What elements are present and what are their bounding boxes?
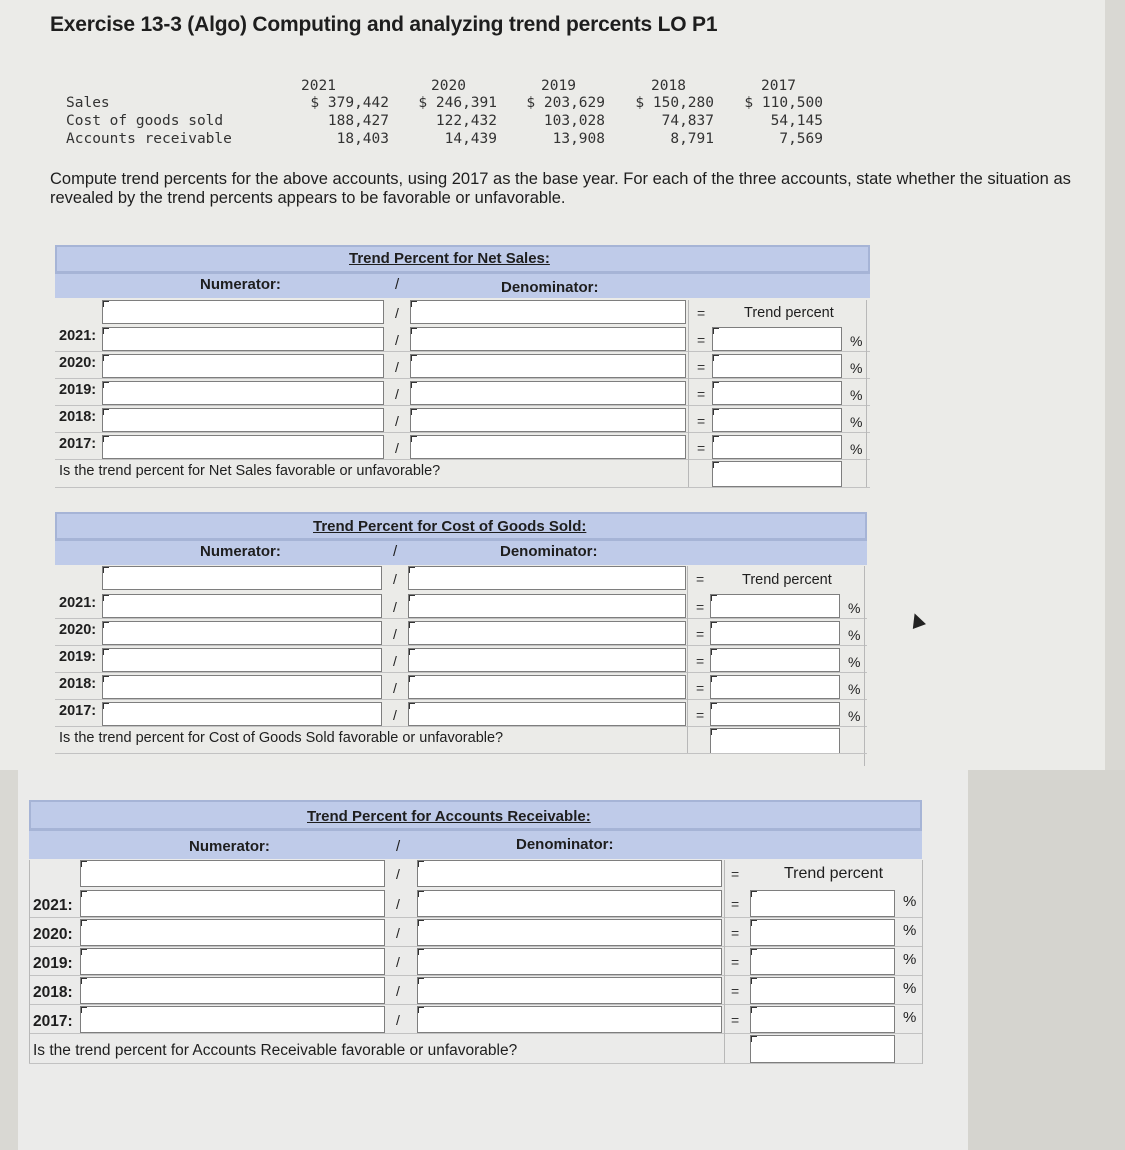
row-label: Cost of goods sold xyxy=(66,113,224,129)
slash-symbol: / xyxy=(396,925,400,941)
row-divider xyxy=(29,975,922,976)
row-divider xyxy=(55,405,870,406)
trend-percent-input-2020[interactable] xyxy=(750,919,895,946)
value-cell: $ 379,442 xyxy=(310,95,389,111)
row-divider xyxy=(55,672,867,673)
trend-percent-label: Trend percent xyxy=(744,305,834,321)
slash-symbol: / xyxy=(395,359,399,375)
equals-symbol: = xyxy=(731,896,740,912)
value-cell: 7,569 xyxy=(779,131,823,147)
denominator-label: Denominator: xyxy=(516,836,614,853)
slash-symbol: / xyxy=(396,866,400,882)
denominator-input-2021[interactable] xyxy=(417,890,722,917)
slash-symbol: / xyxy=(396,896,400,912)
trend-percent-input-2020[interactable] xyxy=(712,354,842,378)
row-divider xyxy=(55,618,867,619)
slash-symbol: / xyxy=(396,1012,400,1028)
slash-symbol: / xyxy=(396,983,400,999)
numerator-label: Numerator: xyxy=(200,276,281,293)
row-year-label: 2021: xyxy=(33,897,73,914)
value-cell: $ 203,629 xyxy=(526,95,605,111)
value-cell: 13,908 xyxy=(552,131,605,147)
row-divider xyxy=(29,1004,922,1005)
percent-symbol: % xyxy=(850,414,863,430)
equals-symbol: = xyxy=(696,653,705,669)
trend-percent-input-2021[interactable] xyxy=(712,327,842,351)
slash-symbol: / xyxy=(395,276,400,293)
equals-symbol: = xyxy=(696,571,705,587)
percent-symbol: % xyxy=(903,922,917,939)
row-year-label: 2018: xyxy=(59,676,97,692)
numerator-input[interactable] xyxy=(102,566,382,590)
denominator-input-2020[interactable] xyxy=(408,621,686,645)
section-subheader xyxy=(55,540,867,565)
percent-symbol: % xyxy=(850,360,863,376)
row-year-label: 2019: xyxy=(59,382,97,398)
denominator-input-2017[interactable] xyxy=(410,435,686,459)
numerator-input-2017[interactable] xyxy=(102,702,382,726)
value-cell: 18,403 xyxy=(336,131,389,147)
row-year-label: 2020: xyxy=(59,622,97,638)
equals-symbol: = xyxy=(696,626,705,642)
row-year-label: 2017: xyxy=(33,1013,73,1030)
equals-symbol: = xyxy=(731,866,740,882)
denominator-input-2019[interactable] xyxy=(410,381,686,405)
row-divider xyxy=(55,487,870,488)
trend-percent-input-2019[interactable] xyxy=(712,381,842,405)
value-cell: 8,791 xyxy=(670,131,714,147)
row-label: Sales xyxy=(66,95,110,111)
section-subheader xyxy=(55,273,870,298)
numerator-label: Numerator: xyxy=(189,838,270,855)
denominator-label: Denominator: xyxy=(501,279,599,296)
numerator-input-2020[interactable] xyxy=(102,354,384,378)
equals-symbol: = xyxy=(697,305,706,321)
section-title: Trend Percent for Net Sales: xyxy=(349,250,550,267)
favorability-question: Is the trend percent for Net Sales favorable or unfavorable? xyxy=(59,463,441,479)
section-subheader xyxy=(29,830,922,859)
slash-symbol: / xyxy=(393,680,397,696)
percent-symbol: % xyxy=(850,333,863,349)
equals-symbol: = xyxy=(731,925,740,941)
denominator-input-2017[interactable] xyxy=(408,702,686,726)
value-cell: $ 246,391 xyxy=(418,95,497,111)
row-year-label: 2017: xyxy=(59,436,97,452)
section-title: Trend Percent for Cost of Goods Sold: xyxy=(313,518,587,535)
row-divider xyxy=(55,699,867,700)
numerator-input-2017[interactable] xyxy=(102,435,384,459)
trend-percent-label: Trend percent xyxy=(784,865,884,882)
percent-symbol: % xyxy=(848,654,861,670)
numerator-input-2020[interactable] xyxy=(102,621,382,645)
slash-symbol: / xyxy=(396,954,400,970)
percent-symbol: % xyxy=(848,627,861,643)
row-divider xyxy=(29,917,922,918)
numerator-input-2018[interactable] xyxy=(102,675,382,699)
year-header: 2020 xyxy=(431,78,466,94)
slash-symbol: / xyxy=(393,571,397,587)
numerator-input-2018[interactable] xyxy=(102,408,384,432)
favorability-select[interactable] xyxy=(710,728,840,754)
row-divider xyxy=(55,459,870,460)
year-header: 2017 xyxy=(761,78,796,94)
denominator-input-2017[interactable] xyxy=(417,1006,722,1033)
denominator-label: Denominator: xyxy=(500,543,598,560)
favorability-select[interactable] xyxy=(712,461,842,487)
equals-symbol: = xyxy=(696,599,705,615)
trend-percent-input-2021[interactable] xyxy=(750,890,895,917)
denominator-input-2019[interactable] xyxy=(408,648,686,672)
equals-symbol: = xyxy=(697,332,706,348)
year-header: 2018 xyxy=(651,78,686,94)
section-title: Trend Percent for Accounts Receivable: xyxy=(307,808,591,825)
numerator-input-2018[interactable] xyxy=(80,977,385,1004)
slash-symbol: / xyxy=(395,305,399,321)
instructions-text: Compute trend percents for the above accounts, using 2017 as the base year. For each of the three accounts, state whether the situation as revealed by the trend percents appears to be favorable or unfavorable. xyxy=(50,170,1071,207)
equals-symbol: = xyxy=(696,680,705,696)
favorability-question: Is the trend percent for Cost of Goods Sold favorable or unfavorable? xyxy=(59,730,504,746)
row-year-label: 2019: xyxy=(59,649,97,665)
table-border xyxy=(866,300,867,488)
equals-symbol: = xyxy=(697,413,706,429)
table-border xyxy=(922,860,923,1064)
value-cell: 74,837 xyxy=(661,113,714,129)
numerator-input-2021[interactable] xyxy=(80,890,385,917)
slash-symbol: / xyxy=(395,440,399,456)
trend-percent-input-2019[interactable] xyxy=(710,648,840,672)
row-year-label: 2017: xyxy=(59,703,97,719)
slash-symbol: / xyxy=(393,707,397,723)
row-divider xyxy=(55,432,870,433)
trend-percent-input-2021[interactable] xyxy=(710,594,840,618)
numerator-input-2019[interactable] xyxy=(102,381,384,405)
value-cell: 103,028 xyxy=(543,113,605,129)
denominator-input-2018[interactable] xyxy=(408,675,686,699)
percent-symbol: % xyxy=(903,1009,917,1026)
denominator-input-2020[interactable] xyxy=(417,919,722,946)
row-year-label: 2020: xyxy=(33,926,73,943)
row-divider xyxy=(29,1033,922,1034)
value-cell: 14,439 xyxy=(444,131,497,147)
value-cell: 54,145 xyxy=(770,113,823,129)
numerator-input-2017[interactable] xyxy=(80,1006,385,1033)
numerator-input-2019[interactable] xyxy=(102,648,382,672)
row-year-label: 2018: xyxy=(59,409,97,425)
table-border xyxy=(687,566,688,754)
numerator-input-2021[interactable] xyxy=(102,594,382,618)
denominator-input-2019[interactable] xyxy=(417,948,722,975)
percent-symbol: % xyxy=(848,681,861,697)
row-divider xyxy=(55,753,867,754)
trend-percent-input-2019[interactable] xyxy=(750,948,895,975)
equals-symbol: = xyxy=(731,954,740,970)
percent-symbol: % xyxy=(850,387,863,403)
denominator-input-2020[interactable] xyxy=(410,354,686,378)
percent-symbol: % xyxy=(850,441,863,457)
section-header xyxy=(29,800,922,830)
percent-symbol: % xyxy=(903,951,917,968)
table-border xyxy=(724,860,725,1064)
section-header xyxy=(55,245,870,273)
row-divider xyxy=(29,946,922,947)
denominator-input-2021[interactable] xyxy=(408,594,686,618)
denominator-input[interactable] xyxy=(408,566,686,590)
table-border xyxy=(864,566,865,766)
numerator-input[interactable] xyxy=(102,300,384,324)
equals-symbol: = xyxy=(731,983,740,999)
row-divider xyxy=(55,645,867,646)
numerator-input-2021[interactable] xyxy=(102,327,384,351)
equals-symbol: = xyxy=(731,1012,740,1028)
value-cell: $ 110,500 xyxy=(744,95,823,111)
value-cell: 122,432 xyxy=(435,113,497,129)
page-shadow xyxy=(968,770,1125,1150)
percent-symbol: % xyxy=(903,893,917,910)
row-year-label: 2019: xyxy=(33,955,73,972)
numerator-input-2019[interactable] xyxy=(80,948,385,975)
exercise-title: Exercise 13-3 (Algo) Computing and analyzing trend percents LO P1 xyxy=(50,13,718,36)
year-header: 2019 xyxy=(541,78,576,94)
year-header: 2021 xyxy=(301,78,336,94)
table-border xyxy=(29,860,30,1064)
value-cell: 188,427 xyxy=(327,113,389,129)
favorability-select[interactable] xyxy=(750,1035,895,1063)
slash-symbol: / xyxy=(393,599,397,615)
trend-percent-input-2017[interactable] xyxy=(750,1006,895,1033)
numerator-input-2020[interactable] xyxy=(80,919,385,946)
denominator-input[interactable] xyxy=(417,860,722,887)
equals-symbol: = xyxy=(696,707,705,723)
trend-percent-input-2018[interactable] xyxy=(712,408,842,432)
favorability-question: Is the trend percent for Accounts Receivable favorable or unfavorable? xyxy=(33,1042,518,1059)
row-year-label: 2021: xyxy=(59,328,97,344)
numerator-label: Numerator: xyxy=(200,543,281,560)
row-divider xyxy=(55,378,870,379)
numerator-input[interactable] xyxy=(80,860,385,887)
slash-symbol: / xyxy=(395,332,399,348)
denominator-input[interactable] xyxy=(410,300,686,324)
row-label: Accounts receivable xyxy=(66,131,232,147)
slash-symbol: / xyxy=(396,838,401,855)
value-cell: $ 150,280 xyxy=(635,95,714,111)
percent-symbol: % xyxy=(848,600,861,616)
row-divider xyxy=(29,1063,922,1064)
denominator-input-2018[interactable] xyxy=(417,977,722,1004)
denominator-input-2021[interactable] xyxy=(410,327,686,351)
trend-percent-input-2017[interactable] xyxy=(712,435,842,459)
row-year-label: 2021: xyxy=(59,595,97,611)
trend-percent-input-2018[interactable] xyxy=(750,977,895,1004)
trend-percent-input-2020[interactable] xyxy=(710,621,840,645)
row-year-label: 2018: xyxy=(33,984,73,1001)
table-border xyxy=(688,300,689,488)
row-divider xyxy=(55,351,870,352)
row-divider xyxy=(55,726,867,727)
equals-symbol: = xyxy=(697,386,706,402)
slash-symbol: / xyxy=(393,626,397,642)
percent-symbol: % xyxy=(903,980,917,997)
slash-symbol: / xyxy=(395,386,399,402)
slash-symbol: / xyxy=(395,413,399,429)
slash-symbol: / xyxy=(393,543,398,560)
row-year-label: 2020: xyxy=(59,355,97,371)
equals-symbol: = xyxy=(697,359,706,375)
slash-symbol: / xyxy=(393,653,397,669)
percent-symbol: % xyxy=(848,708,861,724)
section-header xyxy=(55,512,867,540)
equals-symbol: = xyxy=(697,440,706,456)
trend-percent-input-2018[interactable] xyxy=(710,675,840,699)
denominator-input-2018[interactable] xyxy=(410,408,686,432)
trend-percent-label: Trend percent xyxy=(742,572,832,588)
trend-percent-input-2017[interactable] xyxy=(710,702,840,726)
